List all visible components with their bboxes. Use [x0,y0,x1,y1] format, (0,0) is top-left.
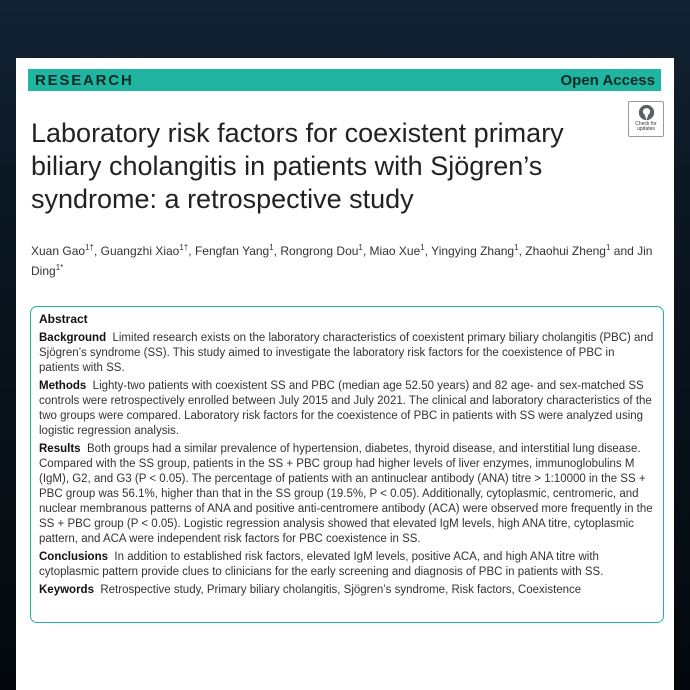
abstract-results [39,442,655,547]
author-affiliation: 1† [179,243,189,252]
abstract-section-text: Lighty-two patients with coexistent SS and PBC (median age 52.50 years) and 82 age- and sex-matched SS controls were retrospectively enrolled between July 2015 and July 2021. The clinical and laboratory characteristics of the two groups were compared. Laboratory risk factors for the coexistence of PBC in patients with SS were analyzed using logistic regression analysis. [39,380,652,437]
author-affiliation: 1 [269,243,274,252]
author-name[interactable]: Zhaohui Zheng [525,244,606,258]
abstract-box [30,306,664,623]
abstract-section-text: In addition to established risk factors, elevated IgM levels, positive ACA, and high ANA titre with cytoplasmic pattern provide clues to clinicians for the early screening and diagnosis of PBC in patients with SS. [39,551,604,578]
author-name[interactable]: Rongrong Dou [280,244,359,258]
author-affiliation: 1 [358,243,363,252]
abstract-heading: Abstract [39,312,88,326]
article-page [16,58,674,690]
abstract-keywords [39,583,655,598]
check-for-updates-badge[interactable] [628,101,664,137]
author-name[interactable]: Miao Xue [369,244,421,258]
section-label: RESEARCH [35,71,134,89]
author-affiliation: 1* [55,263,64,272]
author-name[interactable]: Yingying Zhang [431,244,515,258]
author-name[interactable]: Xuan Gao [31,244,86,258]
authors-conjunction: and [613,244,634,258]
author-affiliation: 1 [420,243,425,252]
author-name[interactable]: Guangzhi Xiao [100,244,180,258]
abstract-section-label: Results [39,443,81,455]
crossmark-icon [638,104,655,121]
abstract-background [39,331,655,376]
abstract-conclusions [39,550,655,580]
abstract-section-label: Background [39,332,107,344]
article-title: Laboratory risk factors for coexistent primary biliary cholangitis in patients with Sjögren’s syndrome: a retrospective study [31,118,564,214]
check-for-updates-line1: Check for [635,121,657,127]
author-affiliation: 1 [514,243,519,252]
abstract-section-label: Conclusions [39,551,109,563]
abstract-methods [39,379,655,439]
check-for-updates-line2: updates [637,126,655,132]
abstract-section-label: Keywords [39,584,94,596]
abstract-section-text: Limited research exists on the laboratory characteristics of coexistent primary biliary cholangitis (PBC) and Sjögren’s syndrome (SS). This study aimed to investigate the laboratory risk factors for the coexistence of PBC in patients with SS. [39,332,654,374]
abstract-section-label: Methods [39,380,87,392]
section-banner [28,69,661,91]
abstract-section-text: Retrospective study, Primary biliary cholangitis, Sjögren’s syndrome, Risk factors, Coexistence [100,584,582,596]
author-affiliation: 1 [605,243,611,252]
open-access-label: Open Access [560,71,655,89]
author-name[interactable]: Jin Ding [31,244,653,278]
author-name[interactable]: Fengfan Yang [194,244,270,258]
author-list: Xuan Gao$^{1\dagger}$, Guangzhi Xiao$^{1\dagger}$, Fengfan Yang$^1$, Rongrong Dou$^1$, Miao Xue$^1$, Yingying Zhang$^1$, Zhaohui Zheng$^1$ and Jin Ding$^{1*}$ [31,243,653,278]
author-affiliation: 1† [85,243,94,252]
abstract-section-text: Both groups had a similar prevalence of hypertension, diabetes, thyroid disease, and interstitial lung disease. Compared with the SS group, patients in the SS + PBC group had higher levels of liver enzymes, immunoglobulins M (IgM), G2, and G3 (P < 0.05). The percentage of patients with an antinuclear antibody (ANA) titre > 1:10000 in the SS + PBC group was 56.1%, higher than that in the SS group (19.5%, P < 0.05). Additionally, cytoplasmic, centromeric, and nuclear membranous patterns of ANA and positive anti-centromere antibody (ACA) were observed more frequently in the SS + PBC group (P < 0.05). Logistic regression analysis showed that elevated IgM levels, high ANA titre, cytoplasmic pattern, and ACA were independent risk factors for PBC coexistence in SS. [39,443,653,545]
